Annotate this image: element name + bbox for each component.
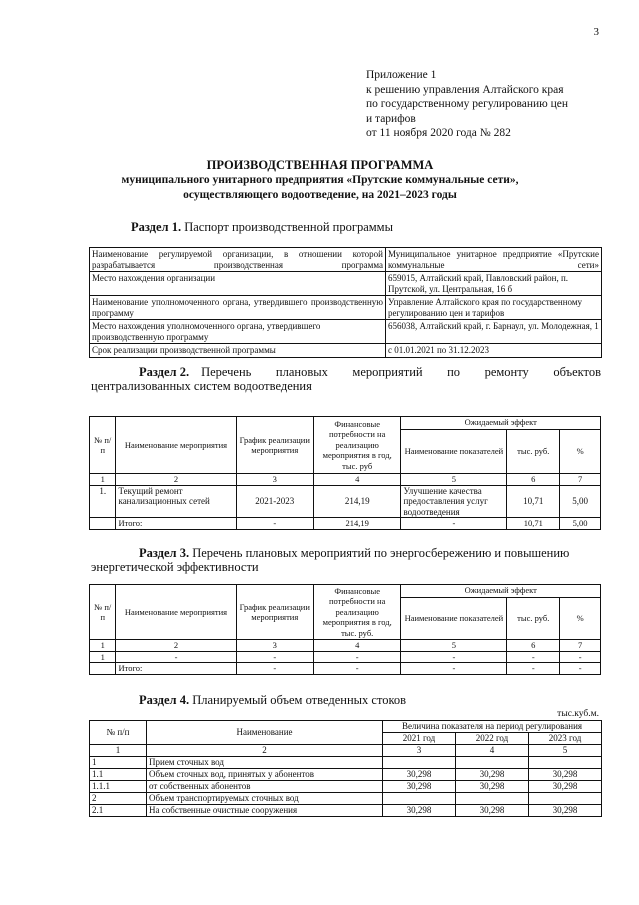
section4-heading bbox=[139, 693, 406, 708]
row-finance: 214,19 bbox=[313, 485, 401, 518]
title-line: осуществляющего водоотведение, на 2021–2023 годы bbox=[183, 189, 457, 201]
document-title bbox=[40, 158, 600, 203]
column-numbers-row bbox=[90, 745, 602, 757]
col-number: 7 bbox=[560, 640, 601, 652]
header-finance: Финансовые потребности на реализацию мероприятия в год, тыс. руб. bbox=[313, 585, 401, 640]
section3-heading bbox=[91, 546, 601, 574]
col-number: 1 bbox=[90, 640, 116, 652]
row-indicator: Улучшение качества предоставления услуг водоотведения bbox=[401, 485, 507, 518]
total-label: Итого: bbox=[116, 518, 236, 530]
header-num: № п/п bbox=[90, 585, 116, 640]
section4-number: Раздел 4. bbox=[139, 693, 190, 707]
row-value: 30,298 bbox=[456, 805, 529, 817]
total-empty bbox=[90, 518, 116, 530]
table-row bbox=[90, 296, 602, 320]
table-cell: Наименование уполномоченного органа, утвердившего производственную программу bbox=[90, 296, 386, 320]
header-num: № п/п bbox=[90, 417, 116, 474]
col-number: 2 bbox=[147, 745, 383, 757]
row-pct: 5,00 bbox=[560, 485, 601, 518]
title-line: муниципального унитарного предприятия «Прутские коммунальные сети», bbox=[121, 174, 519, 186]
row-num: 1 bbox=[90, 757, 147, 769]
column-numbers-row bbox=[90, 474, 601, 486]
col-number: 2 bbox=[116, 474, 236, 486]
total-pct: - bbox=[560, 663, 601, 675]
total-rub: 10,71 bbox=[507, 518, 560, 530]
header-finance: Финансовые потребности на реализацию мероприятия в год, тыс. руб bbox=[313, 417, 401, 474]
table-row bbox=[90, 757, 602, 769]
col-number: 5 bbox=[401, 474, 507, 486]
total-rub: - bbox=[507, 663, 560, 675]
section3-number: Раздел 3. bbox=[139, 546, 190, 560]
total-label: Итого: bbox=[116, 663, 236, 675]
section4-title: Планируемый объем отведенных стоков bbox=[192, 693, 407, 707]
unit-label: тыс.куб.м. bbox=[557, 709, 599, 719]
section3-title-cont: энергетической эффективности bbox=[91, 560, 259, 574]
total-finance: - bbox=[313, 663, 401, 675]
total-pct: 5,00 bbox=[560, 518, 601, 530]
row-name: На собственные очистные сооружения bbox=[147, 805, 383, 817]
col-number: 6 bbox=[507, 474, 560, 486]
appendix-line: Приложение 1 bbox=[366, 69, 437, 81]
section1-number: Раздел 1. bbox=[131, 220, 182, 234]
col-number: 3 bbox=[236, 474, 313, 486]
table-row bbox=[90, 781, 602, 793]
row-value: 30,298 bbox=[456, 769, 529, 781]
row-num: 2.1 bbox=[90, 805, 147, 817]
table-row bbox=[90, 793, 602, 805]
row-name: - bbox=[116, 651, 236, 663]
header-rub: тыс. руб. bbox=[507, 598, 560, 640]
col-number: 4 bbox=[313, 474, 401, 486]
total-indicator: - bbox=[401, 518, 507, 530]
row-rub: 10,71 bbox=[507, 485, 560, 518]
header-effect: Ожидаемый эффект bbox=[401, 585, 601, 598]
table-cell: Муниципальное унитарное предприятие «Прутские коммунальные сети» bbox=[386, 248, 602, 272]
total-row bbox=[90, 518, 601, 530]
appendix-block bbox=[366, 68, 616, 141]
total-indicator: - bbox=[401, 663, 507, 675]
header-schedule: График реализации мероприятия bbox=[236, 417, 313, 474]
row-value: 30,298 bbox=[529, 769, 602, 781]
passport-table bbox=[89, 247, 602, 358]
row-rub: - bbox=[507, 651, 560, 663]
header-name: Наименование мероприятия bbox=[116, 585, 236, 640]
row-name: Прием сточных вод bbox=[147, 757, 383, 769]
row-num: 1. bbox=[90, 485, 116, 518]
row-value bbox=[529, 793, 602, 805]
row-name: Объем транспортируемых сточных вод bbox=[147, 793, 383, 805]
total-finance: 214,19 bbox=[313, 518, 401, 530]
section1-title: Паспорт производственной программы bbox=[184, 220, 393, 234]
appendix-line: от 11 ноября 2020 года № 282 bbox=[366, 127, 511, 139]
row-value: 30,298 bbox=[529, 781, 602, 793]
header-year: 2023 год bbox=[529, 733, 602, 745]
page-number: 3 bbox=[593, 26, 599, 38]
header-effect: Ожидаемый эффект bbox=[401, 417, 601, 430]
col-number: 4 bbox=[456, 745, 529, 757]
total-row bbox=[90, 663, 601, 675]
table-cell: 656038, Алтайский край, г. Барнаул, ул. Молодежная, 1 bbox=[386, 320, 602, 344]
table-cell: Срок реализации производственной программы bbox=[90, 344, 386, 358]
repair-measures-table bbox=[89, 416, 601, 530]
col-number: 1 bbox=[90, 474, 116, 486]
row-name: от собственных абонентов bbox=[147, 781, 383, 793]
title-line: ПРОИЗВОДСТВЕННАЯ ПРОГРАММА bbox=[206, 158, 434, 172]
col-number: 5 bbox=[401, 640, 507, 652]
column-numbers-row bbox=[90, 640, 601, 652]
header-period: Величина показателя на период регулирования bbox=[383, 721, 602, 733]
appendix-line: и тарифов bbox=[366, 112, 416, 125]
table-row bbox=[90, 769, 602, 781]
table-row bbox=[90, 805, 602, 817]
col-number: 1 bbox=[90, 745, 147, 757]
header-pct: % bbox=[560, 430, 601, 474]
row-num: 2 bbox=[90, 793, 147, 805]
appendix-line: по государственному регулированию цен bbox=[366, 98, 569, 110]
total-empty bbox=[90, 663, 116, 675]
appendix-line: к решению управления Алтайского края bbox=[366, 83, 564, 96]
section3-title: Перечень плановых мероприятий по энергосбережению и повышению bbox=[192, 546, 570, 560]
row-num: 1.1 bbox=[90, 769, 147, 781]
table-row bbox=[90, 651, 601, 663]
table-row bbox=[90, 320, 602, 344]
row-value bbox=[456, 793, 529, 805]
header-name: Наименование bbox=[147, 721, 383, 745]
table-cell: Управление Алтайского края по государственному регулированию цен и тарифов bbox=[386, 296, 602, 320]
row-num: 1.1.1 bbox=[90, 781, 147, 793]
table-row bbox=[90, 344, 602, 358]
col-number: 7 bbox=[560, 474, 601, 486]
wastewater-volume-table bbox=[89, 720, 602, 817]
table-cell: Наименование регулируемой организации, в отношении которой разрабатывается производственная программа bbox=[90, 248, 386, 272]
table-row bbox=[90, 248, 602, 272]
row-value bbox=[383, 793, 456, 805]
table-row bbox=[90, 485, 601, 518]
row-schedule: 2021-2023 bbox=[236, 485, 313, 518]
section2-title: Перечень плановых мероприятий по ремонту объектов bbox=[201, 365, 601, 379]
section2-number: Раздел 2. bbox=[139, 365, 190, 379]
row-value: 30,298 bbox=[456, 781, 529, 793]
table-cell: с 01.01.2021 по 31.12.2023 bbox=[386, 344, 602, 358]
row-value bbox=[456, 757, 529, 769]
row-num: 1 bbox=[90, 651, 116, 663]
row-name: Объем сточных вод, принятых у абонентов bbox=[147, 769, 383, 781]
row-indicator: - bbox=[401, 651, 507, 663]
col-number: 5 bbox=[529, 745, 602, 757]
col-number: 3 bbox=[383, 745, 456, 757]
row-pct: - bbox=[560, 651, 601, 663]
row-value: 30,298 bbox=[383, 805, 456, 817]
header-indicator: Наименование показателей bbox=[401, 598, 507, 640]
table-cell: 659015, Алтайский край, Павловский район, п. Прутской, ул. Центральная, 16 б bbox=[386, 272, 602, 296]
table-cell: Место нахождения организации bbox=[90, 272, 386, 296]
energy-measures-table bbox=[89, 584, 601, 675]
col-number: 6 bbox=[507, 640, 560, 652]
row-finance: - bbox=[313, 651, 401, 663]
row-name: Текущий ремонт канализационных сетей bbox=[116, 485, 236, 518]
row-value: 30,298 bbox=[529, 805, 602, 817]
header-name: Наименование мероприятия bbox=[116, 417, 236, 474]
table-row bbox=[90, 272, 602, 296]
header-schedule: График реализации мероприятия bbox=[236, 585, 313, 640]
section1-heading bbox=[131, 220, 393, 235]
col-number: 3 bbox=[236, 640, 313, 652]
header-pct: % bbox=[560, 598, 601, 640]
header-year: 2022 год bbox=[456, 733, 529, 745]
header-rub: тыс. руб. bbox=[507, 430, 560, 474]
row-value: 30,298 bbox=[383, 781, 456, 793]
total-schedule: - bbox=[236, 518, 313, 530]
total-schedule: - bbox=[236, 663, 313, 675]
row-value: 30,298 bbox=[383, 769, 456, 781]
row-schedule: - bbox=[236, 651, 313, 663]
col-number: 4 bbox=[313, 640, 401, 652]
col-number: 2 bbox=[116, 640, 236, 652]
header-num: № п/п bbox=[90, 721, 147, 745]
section2-heading bbox=[91, 365, 601, 393]
header-indicator: Наименование показателей bbox=[401, 430, 507, 474]
section2-title-cont: централизованных систем водоотведения bbox=[91, 379, 312, 393]
row-value bbox=[529, 757, 602, 769]
header-year: 2021 год bbox=[383, 733, 456, 745]
table-cell: Место нахождения уполномоченного органа, утвердившего производственную программу bbox=[90, 320, 386, 344]
row-value bbox=[383, 757, 456, 769]
